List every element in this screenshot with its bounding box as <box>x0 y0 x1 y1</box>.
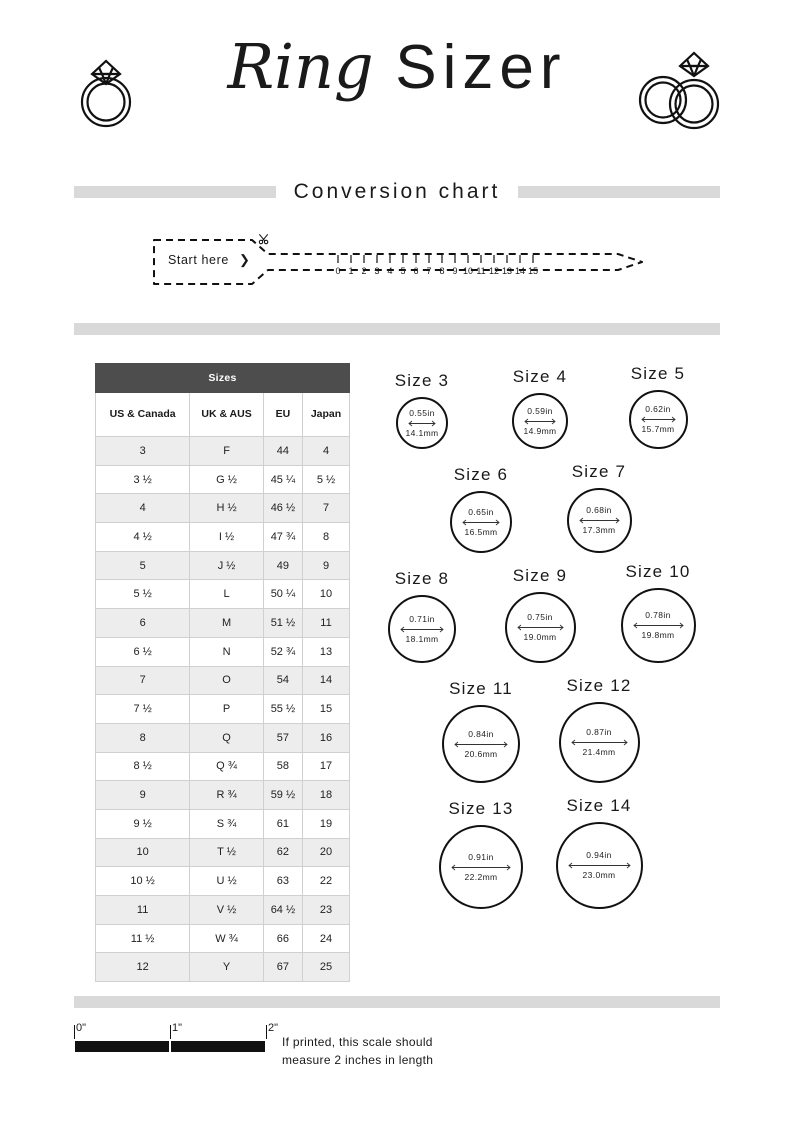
diameter-arrow-icon <box>578 517 621 524</box>
print-scale-footer <box>74 1022 734 1067</box>
ring-diameter-mm: 23.0mm <box>582 870 616 880</box>
diameter-arrow-icon <box>523 418 557 425</box>
ring-diameter-inches: 0.91in <box>468 851 494 862</box>
table-cell: 51 ½ <box>263 609 302 638</box>
table-column-header: Japan <box>303 393 350 437</box>
ring-size-label: Size 8 <box>394 569 450 588</box>
ruler-label-0: 0" <box>76 1022 87 1034</box>
table-cell: 19 <box>303 809 350 838</box>
ring-size-circle <box>556 822 643 909</box>
table-cell: 59 ½ <box>263 781 302 810</box>
ring-diameter-mm: 16.5mm <box>464 526 498 537</box>
ring-diameter-inches: 0.62in <box>645 404 671 415</box>
sizer-tick-labels <box>148 266 668 280</box>
table-row <box>96 695 350 724</box>
table-cell: N <box>190 637 264 666</box>
sizer-tick-label: 10 <box>462 266 474 276</box>
table-cell: 4 <box>303 437 350 466</box>
ring-size-item <box>547 796 651 909</box>
table-column-header: UK & AUS <box>190 393 264 437</box>
table-row <box>96 494 350 523</box>
table-cell: 9 <box>96 781 190 810</box>
table-cell: Q <box>190 723 264 752</box>
table-cell: 7 <box>303 494 350 523</box>
table-body <box>96 437 350 982</box>
table-cell: W ¾ <box>190 924 264 953</box>
ring-size-circle <box>450 491 512 553</box>
table-cell: 46 ½ <box>263 494 302 523</box>
table-cell: 7 ½ <box>96 695 190 724</box>
ring-size-row <box>370 363 710 449</box>
divider-band-bottom <box>74 996 720 1008</box>
ring-diameter-mm: 19.8mm <box>641 630 675 640</box>
diameter-arrow-icon <box>407 420 437 427</box>
table-cell: 15 <box>303 695 350 724</box>
ring-size-item <box>547 676 651 783</box>
ring-size-circle <box>439 825 523 909</box>
page-header <box>0 0 794 168</box>
size-conversion-table <box>95 363 350 982</box>
ring-size-item <box>370 371 474 449</box>
sizer-tick-label: 13 <box>501 266 513 276</box>
table-row <box>96 637 350 666</box>
ring-diameter-inches: 0.59in <box>527 405 553 416</box>
diameter-arrow-icon <box>461 519 501 526</box>
table-cell: 63 <box>263 867 302 896</box>
ring-size-circle <box>442 705 520 783</box>
ring-size-label: Size 9 <box>512 566 568 585</box>
sizer-tick-label: 0 <box>335 266 341 276</box>
table-cell: 9 ½ <box>96 809 190 838</box>
ring-size-label: Size 5 <box>630 364 686 383</box>
subtitle-label: Conversion chart <box>293 180 501 203</box>
ring-diameter-inches: 0.84in <box>468 728 494 739</box>
table-cell: 5 ½ <box>96 580 190 609</box>
ring-diameter-inches: 0.87in <box>586 727 612 738</box>
table-cell: 61 <box>263 809 302 838</box>
ruler-label-1: 1" <box>172 1022 183 1034</box>
table-row <box>96 924 350 953</box>
ring-diameter-mm: 17.3mm <box>582 525 616 535</box>
table-cell: 23 <box>303 896 350 925</box>
ring-diameter-mm: 14.9mm <box>523 425 557 436</box>
table-title: Sizes <box>96 364 350 393</box>
ring-size-circle <box>629 390 688 449</box>
sizer-tick-label: 6 <box>413 266 419 276</box>
subtitle-band <box>74 180 720 204</box>
table-cell: 49 <box>263 551 302 580</box>
table-cell: 8 <box>303 523 350 552</box>
table-cell: 52 ¾ <box>263 637 302 666</box>
sizer-tick-label: 4 <box>387 266 393 276</box>
table-cell: 20 <box>303 838 350 867</box>
title-script-word: Ring <box>227 30 374 103</box>
note-line-2: measure 2 inches in length <box>282 1053 434 1067</box>
chevron-right-icon: ❯ <box>238 252 251 267</box>
sizer-tick-label: 5 <box>400 266 406 276</box>
table-row <box>96 752 350 781</box>
table-row <box>96 867 350 896</box>
ring-diameter-mm: 20.6mm <box>464 748 498 759</box>
ruler-label-2: 2" <box>268 1022 279 1034</box>
print-scale-note <box>282 1033 433 1069</box>
ring-size-item <box>606 562 710 663</box>
ring-size-circle <box>388 595 456 663</box>
table-cell: F <box>190 437 264 466</box>
table-cell: H ½ <box>190 494 264 523</box>
ring-diameter-inches: 0.68in <box>586 505 612 516</box>
table-row <box>96 609 350 638</box>
ring-size-item <box>429 465 533 553</box>
divider-band-top <box>74 323 720 335</box>
sizer-tick-label: 8 <box>439 266 445 276</box>
ring-size-label: Size 12 <box>566 676 632 695</box>
table-cell: 64 ½ <box>263 896 302 925</box>
table-cell: Q ¾ <box>190 752 264 781</box>
ring-size-item <box>547 462 651 553</box>
table-cell: J ½ <box>190 551 264 580</box>
ring-size-label: Size 3 <box>394 371 450 390</box>
table-row <box>96 838 350 867</box>
diameter-arrow-icon <box>450 864 512 871</box>
table-cell: G ½ <box>190 465 264 494</box>
ring-size-label: Size 10 <box>625 562 691 581</box>
sizer-tick-label: 14 <box>514 266 526 276</box>
table-row <box>96 551 350 580</box>
table-cell: 44 <box>263 437 302 466</box>
ring-diameter-inches: 0.94in <box>586 850 612 861</box>
table-cell: S ¾ <box>190 809 264 838</box>
table-cell: 55 ½ <box>263 695 302 724</box>
diameter-arrow-icon <box>567 862 632 869</box>
table-cell: 6 <box>96 609 190 638</box>
table-row <box>96 437 350 466</box>
table-cell: 22 <box>303 867 350 896</box>
table-cell: 58 <box>263 752 302 781</box>
table-row <box>96 781 350 810</box>
ruler-bar-first-inch <box>75 1041 169 1052</box>
ring-size-circle <box>396 397 448 449</box>
table-cell: 4 ½ <box>96 523 190 552</box>
ruler-tick-2 <box>266 1025 267 1039</box>
table-cell: V ½ <box>190 896 264 925</box>
ring-size-circle <box>621 588 696 663</box>
diameter-arrow-icon <box>640 416 677 423</box>
table-cell: 10 <box>303 580 350 609</box>
table-row <box>96 465 350 494</box>
ring-diameter-inches: 0.71in <box>409 613 435 624</box>
ring-size-label: Size 14 <box>566 796 632 815</box>
sizer-tick-label: 9 <box>452 266 458 276</box>
table-cell: 10 ½ <box>96 867 190 896</box>
printable-ring-sizer-strip <box>148 228 668 296</box>
ring-diameter-mm: 19.0mm <box>523 632 557 642</box>
ring-diameter-mm: 18.1mm <box>405 633 439 644</box>
table-cell: M <box>190 609 264 638</box>
table-cell: 3 ½ <box>96 465 190 494</box>
ruler-tick-0 <box>74 1025 75 1039</box>
ring-size-item <box>429 799 533 909</box>
ring-diameter-inches: 0.75in <box>527 612 553 623</box>
sizer-tick-label: 12 <box>488 266 500 276</box>
table-row <box>96 896 350 925</box>
title-sans-word: Sizer <box>395 33 567 102</box>
table-cell: 18 <box>303 781 350 810</box>
table-cell: 8 <box>96 723 190 752</box>
ring-size-row <box>370 791 710 909</box>
ring-size-label: Size 11 <box>449 679 513 698</box>
ruler-bar-second-inch <box>171 1041 265 1052</box>
table-row <box>96 809 350 838</box>
table-cell: 4 <box>96 494 190 523</box>
table-cell: U ½ <box>190 867 264 896</box>
table-cell: 5 <box>96 551 190 580</box>
table-cell: 67 <box>263 953 302 982</box>
table-cell: 11 ½ <box>96 924 190 953</box>
sizer-tick-label: 7 <box>426 266 432 276</box>
ring-size-item <box>488 566 592 663</box>
ring-size-circle <box>512 393 568 449</box>
ring-size-item <box>606 364 710 449</box>
table-cell: 11 <box>96 896 190 925</box>
ring-size-row <box>370 561 710 663</box>
ring-diameter-mm: 21.4mm <box>582 747 616 757</box>
diameter-arrow-icon <box>632 622 685 629</box>
start-here-label: Start here ❯ <box>168 252 251 267</box>
table-cell: 5 ½ <box>303 465 350 494</box>
table-cell: 7 <box>96 666 190 695</box>
table-row <box>96 666 350 695</box>
table-cell: 13 <box>303 637 350 666</box>
table-cell: 50 ¼ <box>263 580 302 609</box>
table-cell: L <box>190 580 264 609</box>
table-cell: 24 <box>303 924 350 953</box>
table-row <box>96 723 350 752</box>
ring-size-item <box>429 679 533 783</box>
band-right <box>518 186 720 198</box>
table-cell: Y <box>190 953 264 982</box>
ring-diameter-inches: 0.55in <box>409 407 435 418</box>
diameter-arrow-icon <box>453 741 509 748</box>
sizer-tick-label: 2 <box>361 266 367 276</box>
diameter-arrow-icon <box>570 739 629 746</box>
table-cell: 47 ¾ <box>263 523 302 552</box>
page-title <box>0 30 794 103</box>
ring-diameter-inches: 0.65in <box>468 506 494 517</box>
table-cell: 9 <box>303 551 350 580</box>
table-cell: O <box>190 666 264 695</box>
table-cell: I ½ <box>190 523 264 552</box>
ring-size-circle <box>505 592 576 663</box>
table-cell: 6 ½ <box>96 637 190 666</box>
ring-size-label: Size 4 <box>512 367 568 386</box>
sizer-tick-label: 3 <box>374 266 380 276</box>
table-column-header: US & Canada <box>96 393 190 437</box>
note-line-1: If printed, this scale should <box>282 1035 433 1049</box>
ring-size-circle <box>559 702 640 783</box>
table-row <box>96 953 350 982</box>
table-cell: 12 <box>96 953 190 982</box>
two-inch-ruler <box>74 1022 279 1061</box>
table-row <box>96 580 350 609</box>
ring-size-row <box>370 457 710 553</box>
ring-size-row <box>370 671 710 783</box>
ring-size-label: Size 7 <box>571 462 627 481</box>
table-cell: 16 <box>303 723 350 752</box>
table-cell: 66 <box>263 924 302 953</box>
ring-size-label: Size 6 <box>453 465 509 484</box>
table-cell: T ½ <box>190 838 264 867</box>
ring-size-circle <box>567 488 632 553</box>
ring-diameter-mm: 15.7mm <box>641 424 675 434</box>
table-cell: 54 <box>263 666 302 695</box>
table-cell: 45 ¼ <box>263 465 302 494</box>
table-cell: 62 <box>263 838 302 867</box>
sizer-tick-label: 15 <box>527 266 539 276</box>
ring-size-circles <box>370 363 710 917</box>
table-cell: 3 <box>96 437 190 466</box>
ring-diameter-inches: 0.78in <box>645 610 671 621</box>
diameter-arrow-icon <box>516 624 565 631</box>
ring-size-item <box>488 367 592 449</box>
band-left <box>74 186 276 198</box>
table-cell: 10 <box>96 838 190 867</box>
ring-size-item <box>370 569 474 663</box>
ring-diameter-mm: 22.2mm <box>464 871 498 882</box>
table-cell: 14 <box>303 666 350 695</box>
table-cell: 11 <box>303 609 350 638</box>
table-cell: 17 <box>303 752 350 781</box>
table-cell: R ¾ <box>190 781 264 810</box>
diameter-arrow-icon <box>399 626 445 633</box>
sizer-tick-label: 11 <box>476 266 486 276</box>
table-cell: 25 <box>303 953 350 982</box>
table-row <box>96 523 350 552</box>
ring-diameter-mm: 14.1mm <box>405 427 439 438</box>
table-cell: 57 <box>263 723 302 752</box>
table-cell: 8 ½ <box>96 752 190 781</box>
table-column-header: EU <box>263 393 302 437</box>
table-column-headers <box>96 393 350 437</box>
ruler-tick-1 <box>170 1025 171 1039</box>
sizer-tick-label: 1 <box>348 266 354 276</box>
ring-size-label: Size 13 <box>448 799 514 818</box>
table-cell: P <box>190 695 264 724</box>
